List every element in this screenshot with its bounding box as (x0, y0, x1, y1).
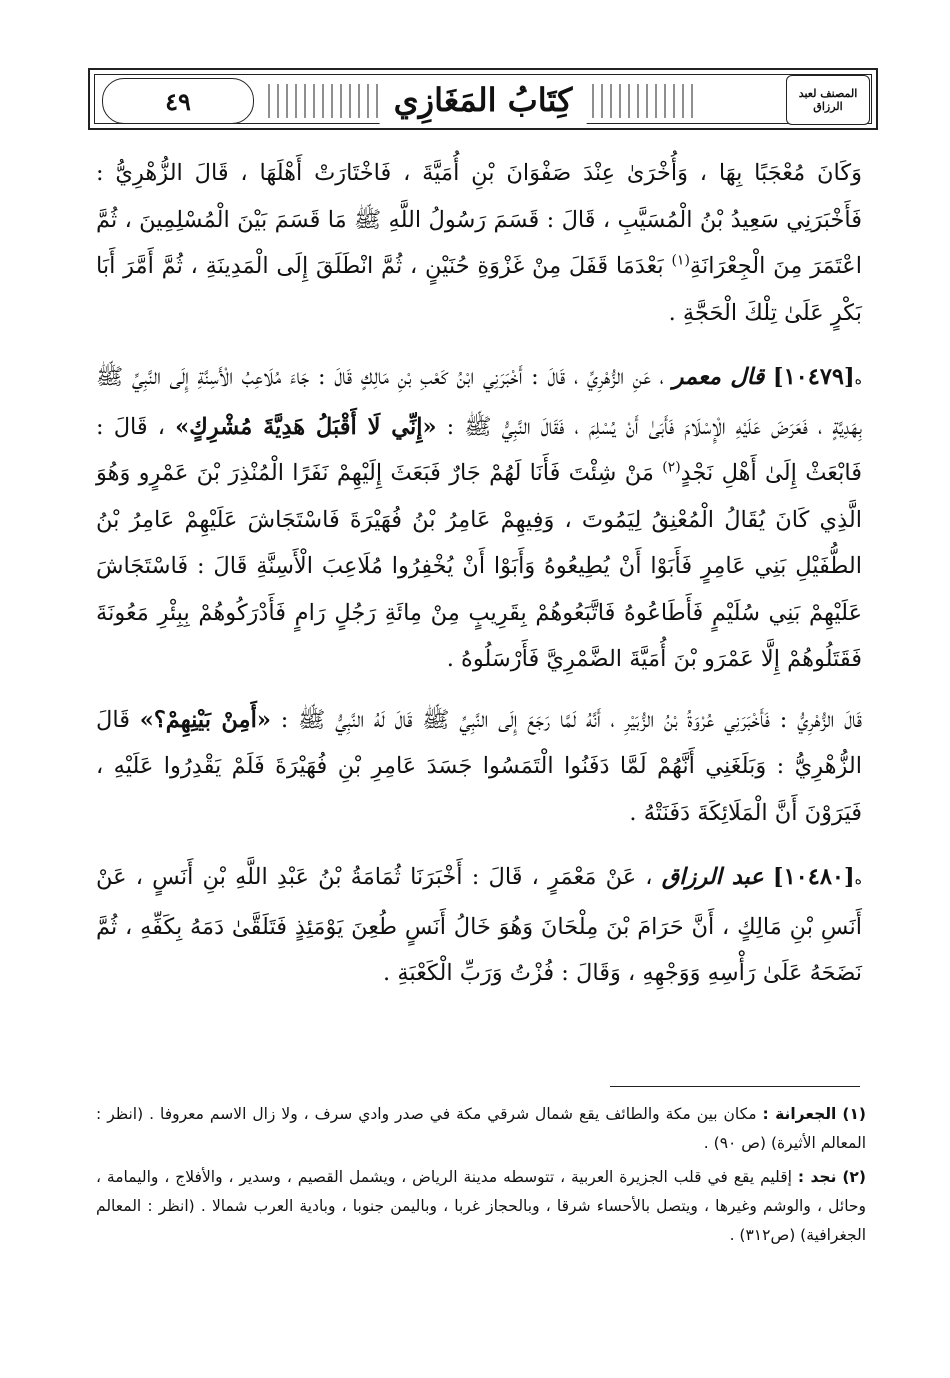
footnote-ref: (٢) (662, 459, 681, 476)
hadith-number: [١٠٤٧٩] (772, 364, 855, 390)
paragraph-text: مَنْ شِئْتَ فَأَنَا لَهُمْ جَارٌ فَبَعَثَ إِلَيْهِمْ نَفَرًا الْمُنْذِرَ بْنَ عَمْرٍو وَهُوَ الَّذِي كَانَ يُقَالُ الْمُعْنِقُ لِيَمُوتَ ، وَفِيهِمْ عَامِرُ بْنُ فُهَيْرَةَ فَاسْتَجَاشَ عَلَيْهِمْ عَامِرُ بْنُ الطُّفَيْلِ بَنِي عَامِرٍ فَأَبَوْا أَنْ يُطِيعُوهُ وَأَبَوْا أَنْ يُخْفِرُوا مُلَاعِبَ الْأَسِنَّةِ قَالَ : فَاسْتَجَاشَ عَلَيْهِمْ بَنِي سُلَيْمٍ فَأَطَاعُوهُ فَاتَّبَعُوهُمْ بِقَرِيبٍ مِنْ مِائَةِ رَجُلٍ رَامٍ فَأَدْرَكُوهُمْ بِبِئْرِ مَعُونَةَ فَقَتَلُوهُمْ إِلَّا عَمْرَو بْنَ أُمَيَّةَ الضَّمْرِيَّ فَأَرْسَلُوهُ . (96, 460, 862, 672)
book-seal-emblem: المصنف لعبد الرزاق (786, 75, 870, 125)
footnote-divider (610, 1086, 860, 1087)
paragraph-text: ، عَنْ مَعْمَرٍ ، قَالَ : أَخْبَرَنَا ثُمَامَةُ بْنُ عَبْدِ اللَّهِ بْنِ أَنَسٍ ، عَنْ أَنَسِ بْنِ مَالِكٍ ، أَنَّ حَرَامَ بْنَ مِلْحَانَ وَهُوَ خَالُ أَنَسٍ طُعِنَ يَوْمَئِذٍ فَتَلَقَّىٰ دَمَهُ بِكَفِّهِ ، ثُمَّ نَضَحَهُ عَلَىٰ رَأْسِهِ وَوَجْهِهِ ، وَقَالَ : فُزْتُ وَرَبِّ الْكَعْبَةِ . (96, 864, 862, 986)
paragraph-text: ، عَنِ الزُّهْرِيِّ ، قَالَ : أَخْبَرَنِي ابْنُ كَعْبِ بْنِ مَالِكٍ قَالَ : جَاءَ مُلَاعِبُ الْأَسِنَّةِ إِلَى النَّبِيِّ ﷺ بِهَدِيَّةٍ ، فَعَرَضَ عَلَيْهِ الْإِسْلَامَ فَأَبَىٰ أَنْ يُسْلِمَ ، فَقَالَ النَّبِيُّ ﷺ : (96, 364, 862, 440)
main-text (96, 150, 862, 997)
footnote-item (96, 1100, 866, 1158)
paragraph (96, 697, 862, 837)
page-number: ٤٩ (102, 78, 254, 124)
prophetic-saying: «أَمِنْ بَيْنِهِمْ؟» (139, 706, 271, 733)
paragraph-text: ، قَالَ : فَابْعَثْ إِلَىٰ أَهْلِ نَجْدٍ (96, 413, 863, 486)
paragraph-text: بَعْدَمَا قَفَلَ مِنْ غَزْوَةِ حُنَيْنٍ ، ثُمَّ انْطَلَقَ إِلَى الْمَدِينَةِ ، ثُمَّ أَمَّرَ أَبَا بَكْرٍ عَلَىٰ تِلْكَ الْحَجَّةِ . (96, 253, 862, 326)
hadith-narrator: قال معمر (672, 364, 765, 390)
paragraph-continuation (96, 150, 862, 336)
footnote-text: مكان بين مكة والطائف يقع شمال شرقي مكة في صدر وادي سرف ، ولا زال الاسم معروفا . (انظر : المعالم الأثيرة) (ص ٩٠) . (96, 1105, 866, 1152)
footnote-number: (١) (842, 1105, 867, 1123)
footnote-ref: (١) (671, 252, 690, 269)
hadith-narrator: عبد الرزاق (661, 864, 764, 890)
footnote-number: (٢) (842, 1168, 866, 1186)
hadith-marker: ه (854, 872, 863, 888)
footnote-term: نجد : (797, 1168, 837, 1186)
footnotes (96, 1100, 866, 1255)
hadith-entry (96, 354, 862, 683)
hadith-marker: ه (854, 372, 862, 388)
paragraph-text: قَالَ الزُّهْرِيُّ : وَبَلَغَنِي أَنَّهُمْ لَمَّا دَفَنُوا الْتَمَسُوا جَسَدَ عَامِرِ بْنِ فُهَيْرَةَ فَلَمْ يَقْدِرُوا عَلَيْهِ ، فَيَرَوْنَ أَنَّ الْمَلَائِكَةَ دَفَنَتْهُ . (96, 706, 862, 826)
chapter-title: كِتَابُ المَغَازِي (380, 76, 587, 124)
footnote-term: الجعرانة : (762, 1105, 837, 1123)
hadith-number: [١٠٤٨٠] (772, 864, 855, 890)
footnote-item (96, 1163, 866, 1250)
prophetic-saying: «إِنِّي لَا أَقْبَلُ هَدِيَّةَ مُشْرِكٍ» (175, 413, 437, 440)
paragraph-text: وَكَانَ مُعْجَبًا بِهَا ، وَأُخْرَىٰ عِنْدَ صَفْوَانَ بْنِ أُمَيَّةَ ، فَاخْتَارَتْ أَهْلَهَا ، قَالَ الزُّهْرِيُّ : فَأَخْبَرَنِي سَعِيدُ بْنُ الْمُسَيَّبِ ، قَالَ : قَسَمَ رَسُولُ اللَّهِ ﷺ مَا قَسَمَ بَيْنَ الْمُسْلِمِينَ ، ثُمَّ اعْتَمَرَ مِنَ الْجِعْرَانَةِ (96, 160, 862, 279)
footnote-text: إقليم يقع في قلب الجزيرة العربية ، تتوسطه مدينة الرياض ، ويشمل القصيم ، وسدير ، والأفلاج ، واليمامة ، وحائل ، والوشم وغيرها ، ويتصل بالأحساء شرقا ، وبالحجاز غربا ، وباليمن جنوبا ، وبادية العرب شمالا . (انظر : المعالم الجغرافية) (ص٣١٢) . (96, 1168, 866, 1244)
page-header (88, 68, 878, 130)
paragraph-text: قَالَ الزُّهْرِيُّ : فَأَخْبَرَنِي عُرْوَةُ بْنُ الزُّبَيْرِ ، أَنَّهُ لَمَّا رَجَعَ إِلَى النَّبِيِّ ﷺ قَالَ لَهُ النَّبِيُّ ﷺ : (280, 706, 862, 733)
hadith-entry (96, 854, 862, 997)
